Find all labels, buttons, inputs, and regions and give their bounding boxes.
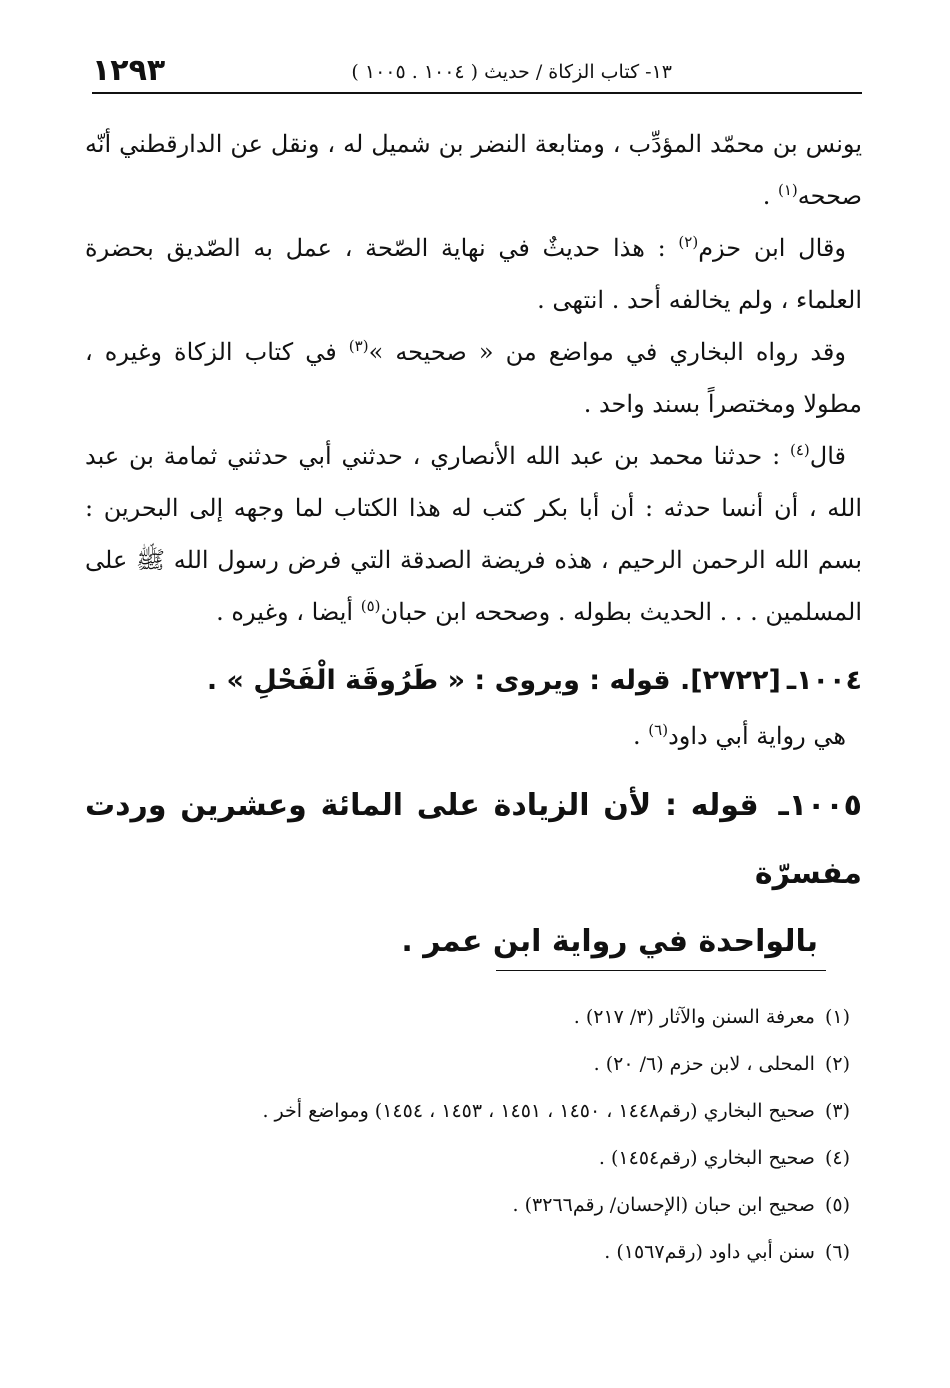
- paragraph-2-text-a: وقال ابن حزم: [698, 234, 846, 262]
- entry-1005-heading: [85, 772, 862, 976]
- entry-1004-number: ١٠٠٤ـ: [786, 665, 862, 696]
- paragraph-1: [85, 118, 862, 222]
- paragraph-4: [85, 430, 862, 638]
- paragraph-1-text: يونس بن محمّد المؤدِّب ، ومتابعة النضر بن شميل له ، ونقل عن الدارقطني أنّه صححه: [85, 130, 862, 210]
- entry-1005-number: ١٠٠٥ـ: [778, 788, 862, 823]
- entry-1004-comment-end: .: [633, 722, 649, 750]
- footnote-1: [60, 994, 850, 1041]
- paragraph-3-text-b: في كتاب الزكاة وغيره ، مطولا ومختصراً بسند واحد .: [85, 338, 862, 418]
- paragraph-4-text-b: : حدثنا محمد بن عبد الله الأنصاري ، حدثني أبي حدثني ثمامة بن عبد الله ، أن أنسا حدثه : أن أبا بكر كتب له هذا الكتاب لما وجهه إلى البحرين : بسم الله الرحمن الرحيم ، هذه فريضة الصدقة التي فرض رسول الله ﷺ على المسلمين . . . الحديث بطوله . وصححه ابن حبان: [85, 442, 862, 626]
- footnote-number: (٤): [824, 1147, 850, 1169]
- footnote-number: (٦): [824, 1241, 850, 1263]
- footnotes-list: [60, 994, 850, 1276]
- footnote-number: (٥): [824, 1194, 850, 1216]
- header-title: ١٣- كتاب الزكاة / حديث ( ١٠٠٤ . ١٠٠٥ ): [351, 61, 672, 83]
- entry-1005-line-2: بالواحدة في رواية ابن عمر .: [401, 924, 818, 959]
- footnote-number: (١): [824, 1006, 850, 1028]
- footnote-number: (٢): [824, 1053, 850, 1075]
- paragraph-4-text-c: أيضا ، وغيره .: [216, 598, 361, 626]
- footnote-5: [60, 1182, 850, 1229]
- footnote-ref-1[interactable]: (١): [777, 181, 798, 199]
- footnote-text: المحلى ، لابن حزم (٦/ ٢٠) .: [593, 1053, 815, 1075]
- footnote-number: (٣): [824, 1100, 850, 1122]
- entry-1004-heading: [85, 652, 862, 710]
- entry-1004-comment-text: هي رواية أبي داود: [668, 722, 846, 750]
- footnote-text: صحيح ابن حبان (الإحسان/ رقم٣٢٦٦) .: [512, 1194, 815, 1216]
- footnote-divider: [496, 970, 826, 971]
- main-text: [85, 118, 862, 976]
- footnote-ref-6[interactable]: (٦): [648, 721, 669, 739]
- footnote-text: صحيح البخاري (رقم١٤٤٨ ، ١٤٥٠ ، ١٤٥١ ، ١٤٥٣ ، ١٤٥٤) ومواضع أخر .: [262, 1100, 815, 1122]
- footnote-6: [60, 1229, 850, 1276]
- entry-1004-quote: . قوله : ويروى : « طَرُوقَة الْفَحْلِ » .: [206, 665, 691, 696]
- page-number: ١٢٩٣: [92, 53, 166, 88]
- footnote-text: صحيح البخاري (رقم١٤٥٤) .: [598, 1147, 815, 1169]
- footnote-ref-2[interactable]: (٢): [678, 233, 699, 251]
- entry-1005-line-1: قوله : لأن الزيادة على المائة وعشرين وردت مفسرّة: [85, 788, 862, 891]
- footnote-ref-5[interactable]: (٥): [360, 597, 381, 615]
- footnote-3: [60, 1088, 850, 1135]
- paragraph-1-end: .: [762, 182, 778, 210]
- paragraph-3: [85, 326, 862, 430]
- footnote-2: [60, 1041, 850, 1088]
- footnote-ref-4[interactable]: (٤): [789, 441, 810, 459]
- entry-1004-ref: [٢٧٢٢]: [690, 665, 781, 696]
- paragraph-2-text-b: : هذا حديثٌ في نهاية الصّحة ، عمل به الصّديق بحضرة العلماء ، ولم يخالفه أحد . انتهى .: [85, 234, 862, 314]
- footnote-text: معرفة السنن والآثار (٣/ ٢١٧) .: [573, 1006, 815, 1028]
- footnote-text: سنن أبي داود (رقم١٥٦٧) .: [604, 1241, 815, 1263]
- footnote-4: [60, 1135, 850, 1182]
- entry-1004-comment: [85, 710, 862, 762]
- paragraph-4-text-a: قال: [809, 442, 846, 470]
- running-header: [92, 52, 862, 94]
- footnote-ref-3[interactable]: (٣): [348, 337, 369, 355]
- paragraph-3-text-a: وقد رواه البخاري في مواضع من « صحيحه »: [368, 338, 846, 366]
- paragraph-2: [85, 222, 862, 326]
